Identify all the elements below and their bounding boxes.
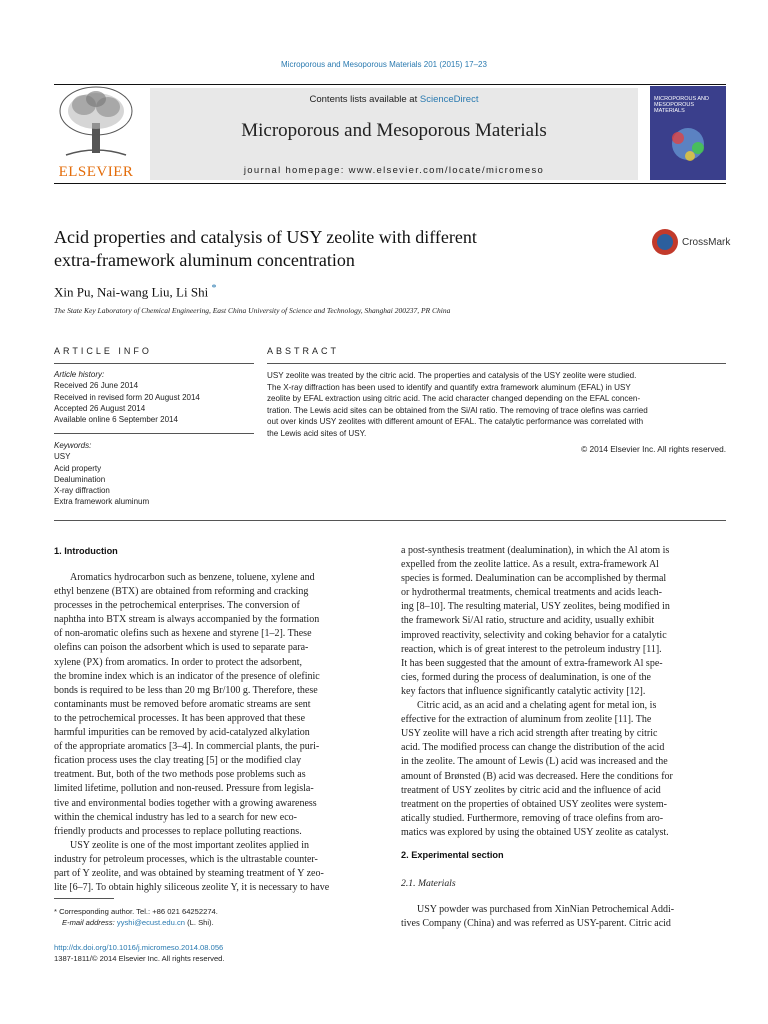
contents-prefix: Contents lists available at <box>309 94 420 105</box>
body-line: treatment on the properties of obtained USY zeolites were system- <box>401 798 667 810</box>
section-heading-experimental: 2. Experimental section <box>401 850 504 860</box>
tree-icon <box>54 85 138 161</box>
abstract-line: the Lewis acid sites of USY. <box>267 428 367 438</box>
homepage-url[interactable]: www.elsevier.com/locate/micromeso <box>348 165 545 176</box>
footnote <box>54 906 384 929</box>
publisher-name: ELSEVIER <box>58 164 134 180</box>
article-history <box>54 369 254 425</box>
history-item: Accepted 26 August 2014 <box>54 403 146 413</box>
body-line: key factors that influence significantly catalytic activity [12]. <box>401 685 646 697</box>
elsevier-logo <box>54 85 138 181</box>
header-top-rule <box>54 84 726 85</box>
history-item: Received 26 June 2014 <box>54 381 139 391</box>
body-line: USY powder was purchased from XinNian Petrochemical Addi- <box>417 904 675 915</box>
body-line: expelled from the zeolite lattice. As a result, extra-framework Al <box>401 559 659 571</box>
body-line: naphtha into BTX stream is always accompanied by the formation <box>54 614 320 626</box>
abstract-body <box>267 370 726 440</box>
footnote-rule <box>54 898 114 899</box>
corresponding-author-mark[interactable]: * <box>211 283 217 294</box>
body-line: fication process uses the clay treating [5] or the modified clay <box>54 755 302 767</box>
body-line: the bromine index which is an indicator of the presence of olefinic <box>54 670 320 682</box>
body-line: processes in the petrochemical enterprises. The conversion of <box>54 600 300 612</box>
body-line: atically studied. Furthermore, removing of trace olefins from aro- <box>401 812 664 824</box>
body-line: within the chemical industry has led to a search for new eco- <box>54 811 297 823</box>
history-label: Article history: <box>54 370 105 379</box>
body-line: improved reactivity, selectivity and coking behavior for a catalytic <box>401 629 667 641</box>
contents-line <box>150 94 638 105</box>
section-heading-introduction: 1. Introduction <box>54 546 118 556</box>
body-line: part of Y zeolite, and was obtained by steaming treatment of Y zeo- <box>54 867 324 879</box>
crossmark-label: CrossMark <box>682 237 731 248</box>
body-line: bonds is required to be less than 20 mg Br/100 g. Therefore, these <box>54 684 318 696</box>
issn-copyright: 1387-1811/© 2014 Elsevier Inc. All rights reserved. <box>54 954 225 963</box>
journal-citation[interactable]: Microporous and Mesoporous Materials 201 (2015) 17–23 <box>281 60 487 69</box>
right-column-body <box>401 544 726 840</box>
cover-title: MICROPOROUS AND MESOPOROUS MATERIALS <box>654 96 710 114</box>
body-line: reaction, which is of great interest to the petroleum industry [11]. <box>401 643 662 655</box>
body-line: tive and environmental bodies together with a growing awareness <box>54 797 317 809</box>
email-link[interactable]: yyshi@ecust.edu.cn <box>116 918 185 928</box>
email-label: E-mail address: <box>62 918 115 928</box>
materials-body <box>401 903 726 931</box>
body-line: ing [8–10]. The resulting material, USY zeolites, being modified in <box>401 601 670 613</box>
frontmatter-bottom-rule <box>54 520 726 521</box>
affiliation: The State Key Laboratory of Chemical Engineering, East China University of Science and Technology, Shanghai 200237, PR China <box>54 306 451 315</box>
body-line: of non-aromatic olefins such as hexene and styrene [1–2]. These <box>54 628 312 640</box>
body-line: the framework Si/Al ratio, structure and acidity, usually exhibit <box>401 615 655 627</box>
cover-art-icon <box>650 86 726 180</box>
body-line: harmful impurities can be removed by acid-catalyzed alkylation <box>54 727 310 739</box>
keyword-item: Acid property <box>54 463 102 473</box>
sciencedirect-link[interactable]: ScienceDirect <box>419 94 479 105</box>
crossmark-icon <box>652 229 678 255</box>
abstract-copyright: © 2014 Elsevier Inc. All rights reserved. <box>581 444 726 454</box>
journal-name: Microporous and Mesoporous Materials <box>241 120 547 141</box>
body-line: or hydrothermal treatments, chemical treatments and acids leach- <box>401 587 663 599</box>
keywords-label: Keywords: <box>54 441 92 450</box>
body-line: lite [6–7]. To obtain highly siliceous zeolite Y, it is necessary to have <box>54 882 330 894</box>
corresponding-author-note: * Corresponding author. Tel.: +86 021 64252274. <box>54 907 218 916</box>
header-bottom-rule <box>54 183 726 184</box>
doi-block <box>54 942 384 964</box>
body-line: amount of Brønsted (B) acid was decreased. Here the conditions for <box>401 770 673 782</box>
body-line: to the petrochemical processes. It has been approved that these <box>54 712 306 724</box>
article-info-heading: ARTICLE INFO <box>54 346 152 356</box>
body-line: USY zeolite will have a rich acid strength after treating by citric <box>401 728 658 740</box>
body-line: treatment. But, both of the two methods pose problems such as <box>54 769 306 781</box>
keywords-rule <box>54 433 254 434</box>
keyword-item: Dealumination <box>54 474 106 484</box>
abstract-line: zeolite by EFAL extraction using citric acid. The acid character changed depending on the EFAL concen- <box>267 394 641 404</box>
abstract-heading: ABSTRACT <box>267 346 340 356</box>
body-line: ethyl benzene (BTX) are obtained from reforming and cracking <box>54 586 309 598</box>
body-line: in the zeolite. The amount of Lewis (L) acid was increased and the <box>401 756 668 768</box>
abstract-line: The X-ray diffraction has been used to identify and quantify extra framework aluminum (EFAL) in USY <box>267 382 631 392</box>
body-line: limited lifetime, pollution and non-reused. Pressure from legisla- <box>54 783 314 795</box>
doi-link[interactable]: http://dx.doi.org/10.1016/j.micromeso.2014.08.056 <box>54 943 224 952</box>
subsection-heading-materials: 2.1. Materials <box>401 878 456 889</box>
abstract-line: USY zeolite was treated by the citric acid. The properties and catalysis of the USY zeolite were studied. <box>267 371 637 380</box>
homepage-prefix: journal homepage: <box>243 165 349 176</box>
body-line: It has been suggested that the amount of extra-framework Al spe- <box>401 657 663 669</box>
body-line: contaminants must be removed before aromatic streams are sent <box>54 698 311 710</box>
body-line: of the appropriate aromatics [3–4]. In commercial plants, the puri- <box>54 741 320 753</box>
history-item: Available online 6 September 2014 <box>54 415 178 425</box>
body-line: USY zeolite is one of the most important zeolites applied in <box>70 839 310 851</box>
crossmark-badge[interactable] <box>652 229 731 257</box>
article-title <box>54 226 614 272</box>
body-line: friendly products and processes to replace polluting reactions. <box>54 825 302 837</box>
body-line: cies, formed during the process of dealumination, is one of the <box>401 671 651 683</box>
body-line: matics was explored by using the obtained USY zeolite as catalyst. <box>401 826 669 838</box>
body-line: Citric acid, as an acid and a chelating agent for metal ion, is <box>417 700 657 712</box>
abstract-line: tration. The Lewis acid sites can be obtained from the Si/Al ratio. The removing of trace olefins was carried <box>267 405 648 415</box>
abstract-line: out over kinds USY zeolites with different amount of EFAL. The catalytic performance was correlated with <box>267 417 644 427</box>
email-suffix: (L. Shi). <box>187 918 214 928</box>
abstract-rule <box>267 363 726 364</box>
keywords <box>54 440 254 508</box>
article-info-rule <box>54 363 254 364</box>
body-line: treatment of USY zeolites by citric acid and the influence of acid <box>401 784 661 796</box>
journal-banner <box>150 88 638 180</box>
keyword-item: X-ray diffraction <box>54 486 110 496</box>
title-line-2: extra-framework aluminum concentration <box>54 250 355 270</box>
keyword-item: USY <box>54 452 71 462</box>
body-line: acid. The modified process can change the distribution of the acid <box>401 742 665 754</box>
body-line: tives Company (China) and was referred as USY-parent. Citric acid <box>401 918 671 930</box>
body-line: industry for petroleum processes, which is the ultrastable counter- <box>54 853 318 865</box>
email-line <box>54 917 384 928</box>
body-line: Aromatics hydrocarbon such as benzene, toluene, xylene and <box>70 572 315 583</box>
left-column-body <box>54 571 379 895</box>
authors-text: Xin Pu, Nai-wang Liu, Li Shi <box>54 284 209 300</box>
body-line: a post-synthesis treatment (dealumination), in which the Al atom is <box>401 545 670 556</box>
title-line-1: Acid properties and catalysis of USY zeolite with different <box>54 227 477 247</box>
body-line: xylene (PX) from aromatics. In order to protect the adsorbent, <box>54 656 302 668</box>
journal-cover-image <box>650 86 726 180</box>
body-line: olefins can poison the adsorbent which is used to separate para- <box>54 642 309 654</box>
body-line: effective for the extraction of aluminum from zeolite [11]. The <box>401 714 652 726</box>
body-line: species is formed. Dealumination can be accomplished by thermal <box>401 573 667 585</box>
journal-homepage <box>150 165 638 176</box>
keyword-item: Extra framework aluminum <box>54 497 150 507</box>
history-item: Received in revised form 20 August 2014 <box>54 392 200 402</box>
author-list <box>54 283 216 300</box>
